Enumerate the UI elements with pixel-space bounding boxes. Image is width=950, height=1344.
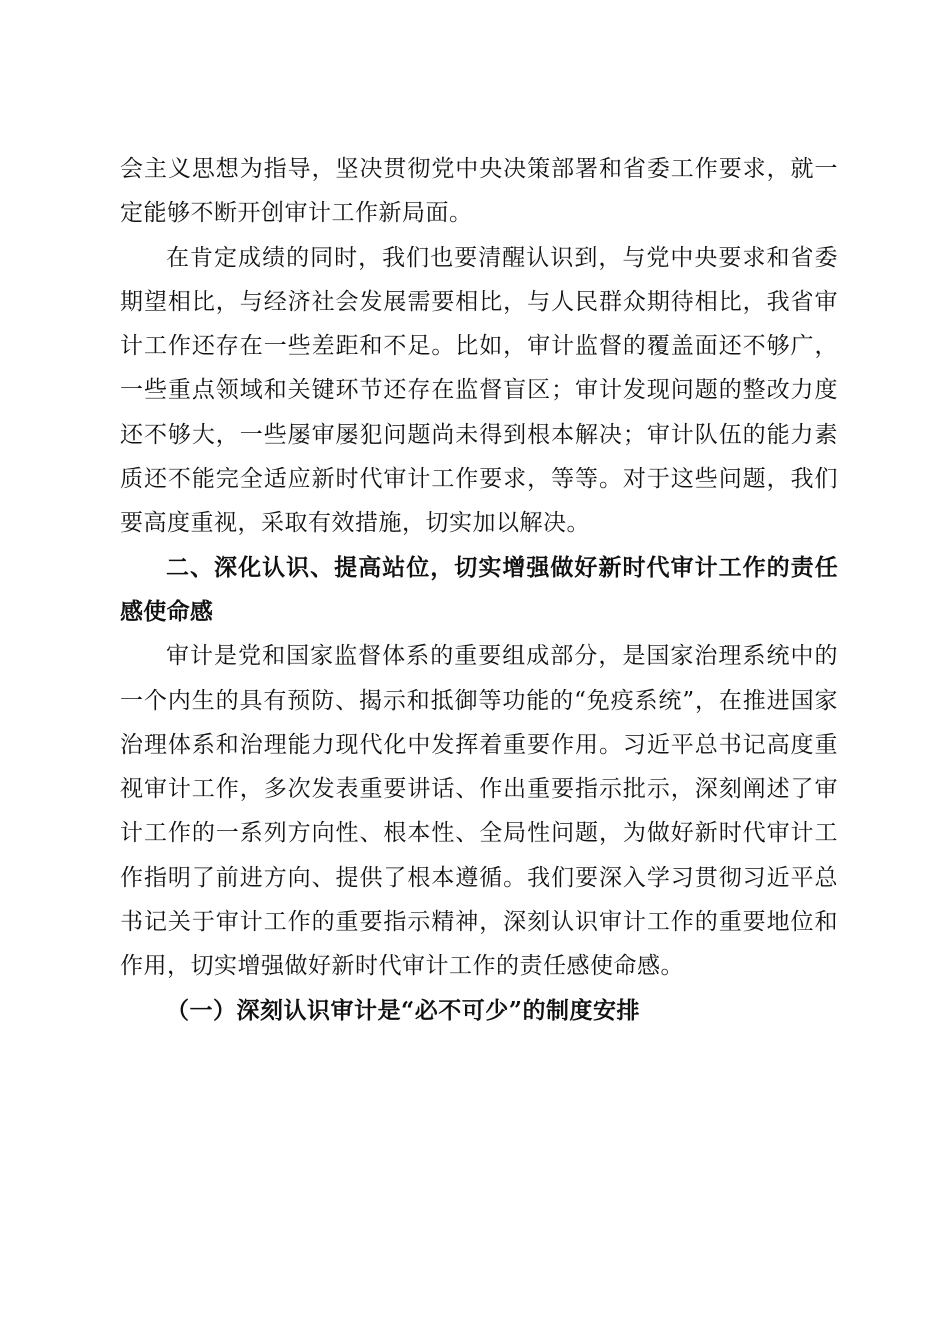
document-page [120,147,838,1033]
paragraph-continued: 会主义思想为指导，坚决贯彻党中央决策部署和省委工作要求，就一定能够不断开创审计工作新局面。 [120,156,838,227]
section-heading-two: 二、深化认识、提高站位，切实增强做好新时代审计工作的责任感使命感 [120,554,838,625]
paragraph-audit-role: 审计是党和国家监督体系的重要组成部分，是国家治理系统中的一个内生的具有预防、揭示和抵御等功能的“免疫系统”，在推进国家治理体系和治理能力现代化中发挥着重要作用。习近平总书记高度重视审计工作，多次发表重要讲话、作出重要指示批示，深刻阐述了审计工作的一系列方向性、根本性、全局性问题，为做好新时代审计工作指明了前进方向、提供了根本遵循。我们要深入学习贯彻习近平总书记关于审计工作的重要指示精神，深刻认识审计工作的重要地位和作用，切实增强做好新时代审计工作的责任感使命感。 [120,643,838,980]
subsection-heading-one: （一）深刻认识审计是“必不可少”的制度安排 [166,996,640,1024]
paragraph-shortcomings: 在肯定成绩的同时，我们也要清醒认识到，与党中央要求和省委期望相比，与经济社会发展需要相比，与人民群众期待相比，我省审计工作还存在一些差距和不足。比如，审计监督的覆盖面还不够广，一些重点领域和关键环节还存在监督盲区；审计发现问题的整改力度还不够大，一些屡审屡犯问题尚未得到根本解决；审计队伍的能力素质还不能完全适应新时代审计工作要求，等等。对于这些问题，我们要高度重视，采取有效措施，切实加以解决。 [120,244,838,537]
